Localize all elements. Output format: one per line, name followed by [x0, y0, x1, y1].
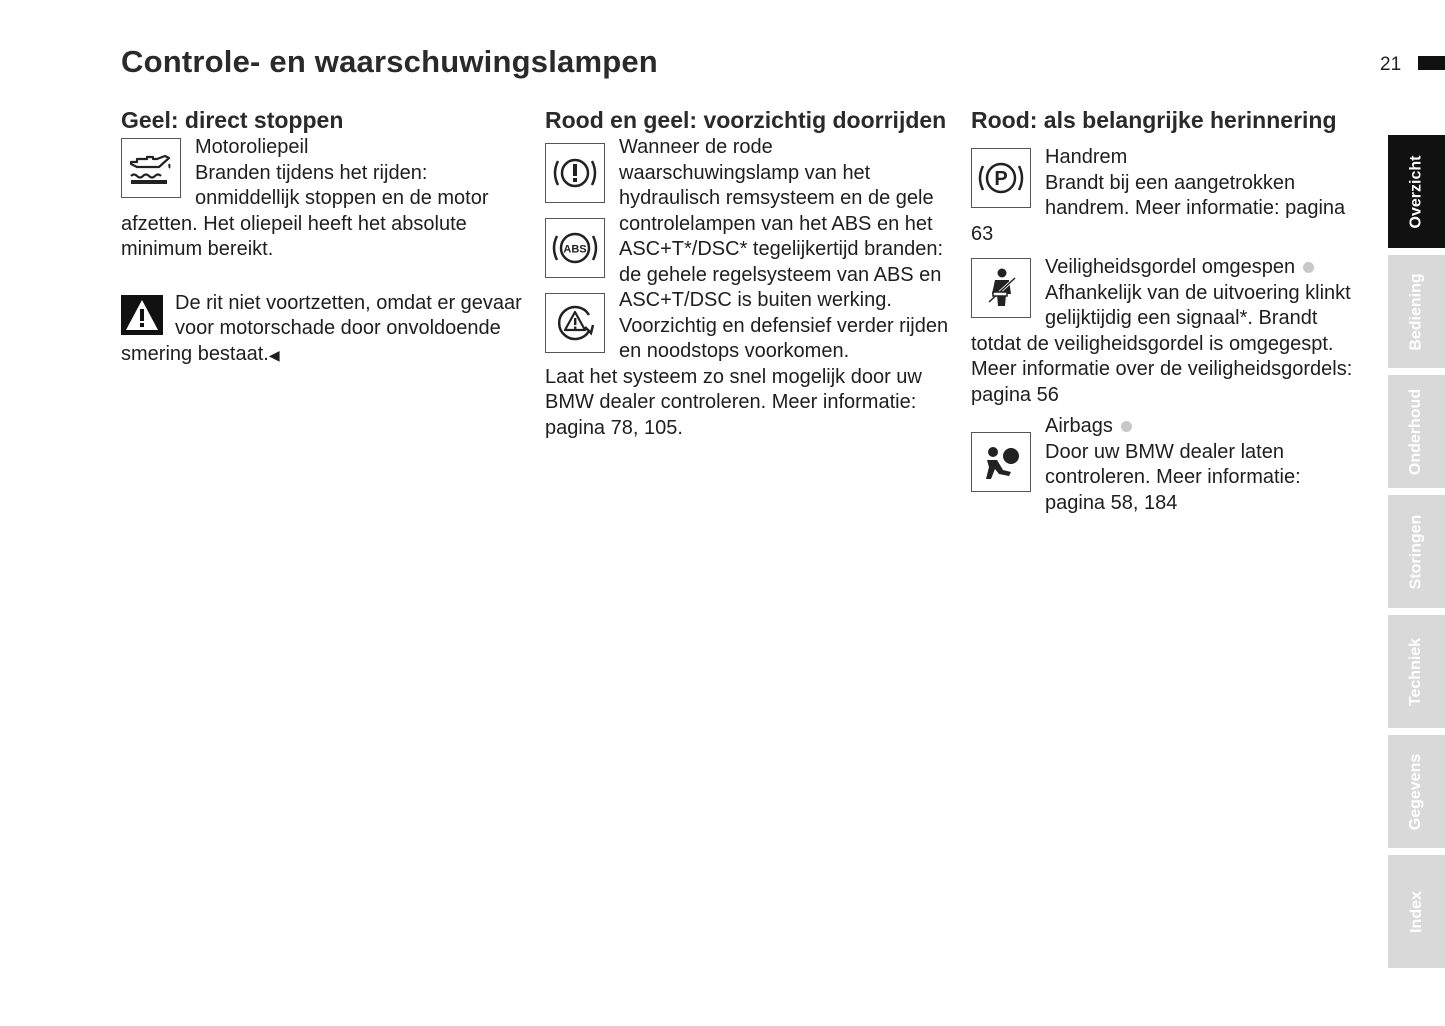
- end-mark: ◀: [268, 346, 280, 363]
- tab-onderhoud[interactable]: Onderhoud: [1388, 375, 1445, 488]
- brake-warning-icon: [545, 143, 605, 203]
- tab-techniek[interactable]: Techniek: [1388, 615, 1445, 728]
- brake-text: Wanneer de rode waarschuwingslamp van het hydraulisch remsysteem en de gele controlelampen van het ABS en het ASC+T*/DSC* tegelijkertijd branden:: [619, 136, 944, 260]
- tab-gegevens[interactable]: Gegevens: [1388, 735, 1445, 848]
- abs-icon: [545, 218, 605, 278]
- parking-brake-icon: [971, 148, 1031, 208]
- airbag-title: Airbags: [1045, 415, 1113, 437]
- tab-bediening[interactable]: Bediening: [1388, 255, 1445, 368]
- tab-index[interactable]: Index: [1388, 855, 1445, 968]
- seatbelt-title: Veiligheidsgordel omgespen: [1045, 256, 1296, 278]
- svg-text:P: P: [994, 168, 1008, 190]
- tab-overzicht[interactable]: Overzicht: [1388, 135, 1445, 248]
- page-number: 21: [1380, 54, 1402, 75]
- oil-title: Motoroliepeil: [195, 136, 309, 158]
- warning-triangle-icon: [121, 295, 163, 335]
- oil-level-entry: [121, 135, 531, 263]
- airbag-icon: [971, 432, 1031, 492]
- icon-stack: [545, 135, 605, 353]
- parking-title: Handrem: [1045, 146, 1128, 168]
- heading-red-reminder: Rood: als belangrijke herinnering: [971, 107, 1337, 133]
- dealer-text: Laat het systeem zo snel mogelijk door uw BMW dealer controleren. Meer informatie: pagina 78, 105.: [545, 365, 922, 439]
- seatbelt-entry: [971, 255, 1356, 408]
- warning-text: De rit niet voortzetten, omdat er gevaar voor motorschade door onvoldoende smering bestaat.: [121, 291, 522, 365]
- brake-abs-entry: [545, 135, 950, 441]
- svg-text:ABS: ABS: [563, 243, 587, 256]
- column-red-yellow: [545, 108, 950, 441]
- system-text: de gehele regelsysteem van ABS en ASC+T/DSC is buiten werking. Voorzichtig en defensief verder rijden en noodstops voorkomen.: [619, 263, 949, 362]
- oil-text: Branden tijdens het rijden: onmiddellijk stoppen en de motor afzetten. Het oliepeil heeft het absolute minimum bereikt.: [121, 161, 489, 260]
- heading-red-yellow: Rood en geel: voorzichtig doorrijden: [545, 107, 947, 133]
- option-dot-icon: [1121, 421, 1132, 432]
- column-red-reminder: [971, 108, 1356, 516]
- seatbelt-text: Afhankelijk van de uitvoering klinkt gelijktijdig een signaal*. Brandt totdat de veiligheidsgordel is omgegespt. Meer informatie over de veiligheidsgordels: pagina 56: [971, 281, 1353, 406]
- warning-note: [121, 291, 531, 369]
- seatbelt-icon: [971, 258, 1031, 318]
- page-marker: [1418, 56, 1445, 70]
- page-title: Controle- en waarschuwingslampen: [121, 44, 658, 79]
- parking-text: Brandt bij een aangetrokken handrem. Meer informatie: pagina 63: [971, 171, 1346, 245]
- oil-can-icon: [121, 138, 181, 198]
- column-yellow-stop: [121, 108, 531, 368]
- heading-yellow-stop: Geel: direct stoppen: [121, 107, 344, 133]
- option-dot-icon: [1303, 262, 1314, 273]
- dsc-icon: [545, 293, 605, 353]
- airbag-text: Door uw BMW dealer laten controleren. Meer informatie: pagina 58, 184: [1045, 440, 1301, 514]
- tab-storingen[interactable]: Storingen: [1388, 495, 1445, 608]
- airbag-entry: [971, 414, 1356, 516]
- parking-brake-entry: [971, 135, 1356, 247]
